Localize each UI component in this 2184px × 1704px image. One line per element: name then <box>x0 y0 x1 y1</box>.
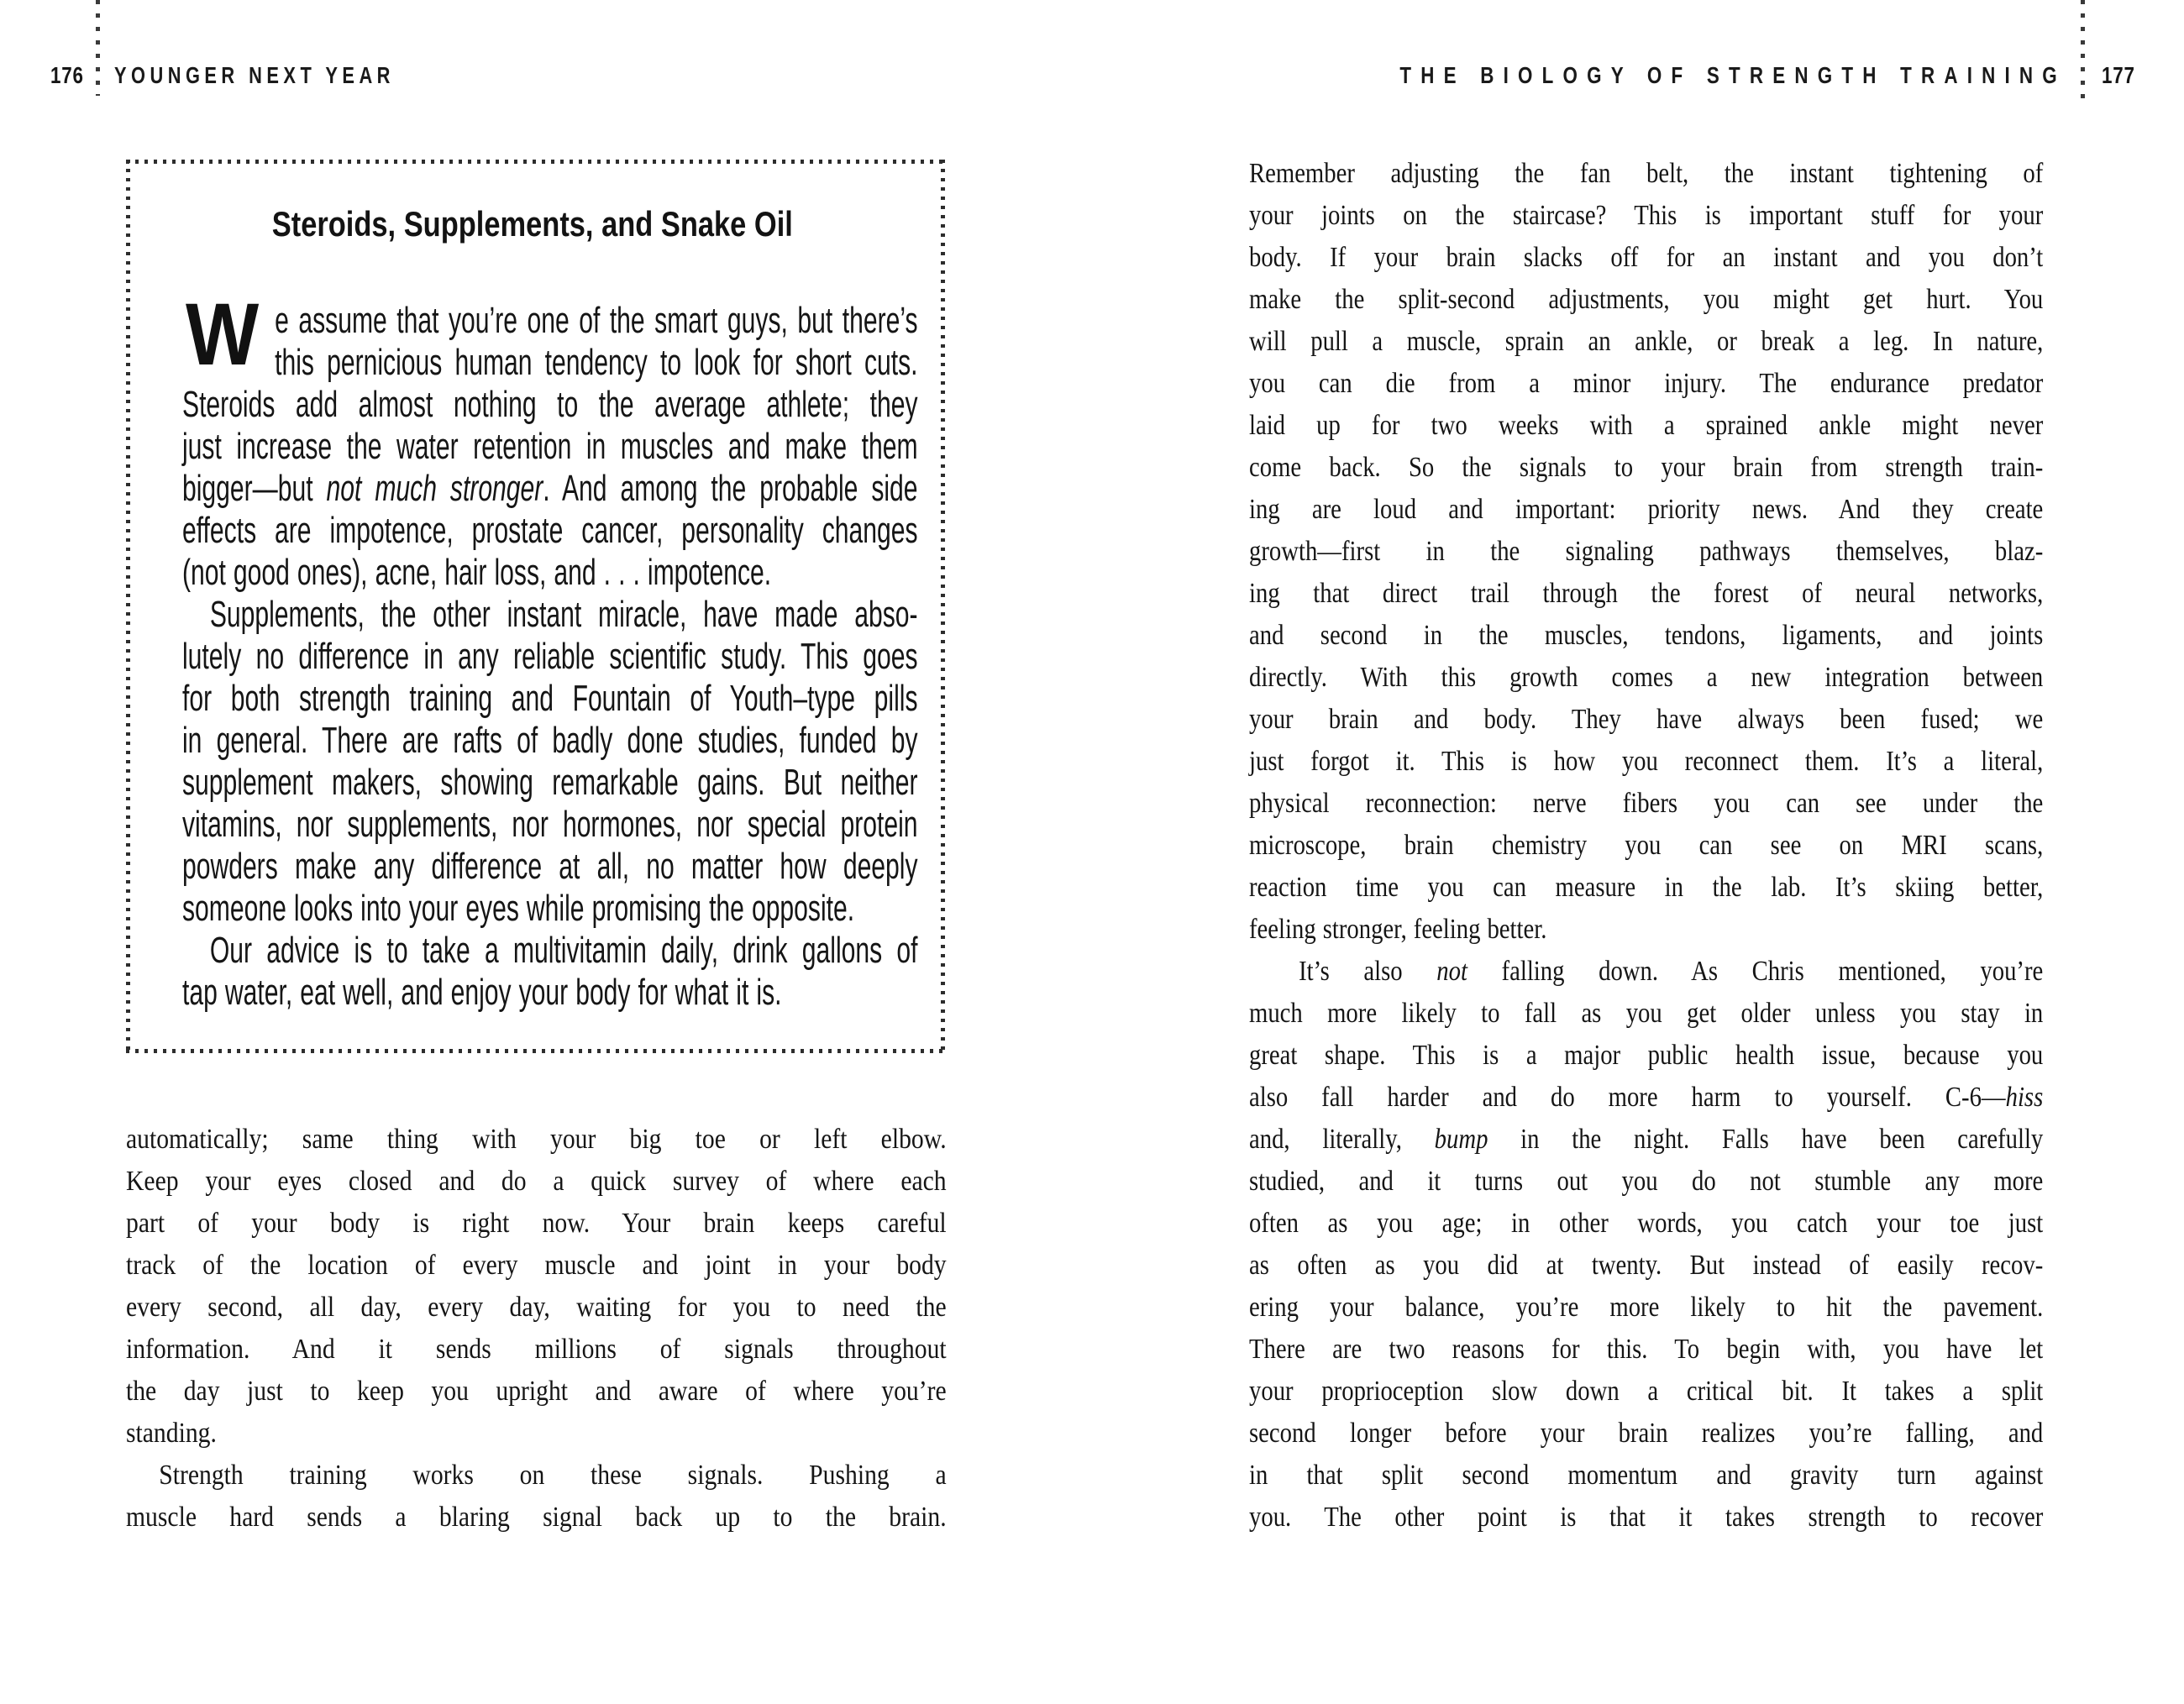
text-line: just increase the water retention in muscles and make them <box>182 426 918 467</box>
text-line: reaction time you can measure in the lab. It’s skiing better, <box>1249 872 2044 903</box>
text-line: make the split-second adjustments, you might get hurt. You <box>1249 284 2044 315</box>
text-line: growth—first in the signaling pathways themselves, blaz- <box>1249 536 2044 567</box>
text-line: Remember adjusting the fan belt, the instant tightening of <box>1249 158 2044 189</box>
text-line: laid up for two weeks with a sprained ankle might never <box>1249 410 2044 441</box>
text-line: track of the location of every muscle and joint in your body <box>126 1250 947 1281</box>
text-line: ing that direct trail through the forest of neural networks, <box>1249 578 2044 609</box>
text-line: feeling stronger, feeling better. <box>1249 914 1547 945</box>
box-border-left <box>126 160 130 1053</box>
text-line: ering your balance, you’re more likely to hit the pavement. <box>1249 1292 2044 1323</box>
box-border-right <box>941 160 945 1053</box>
left-header-dotted-rule <box>96 0 100 96</box>
text-line: your proprioception slow down a critical bit. It takes a split <box>1249 1376 2044 1407</box>
text-line: Strength training works on these signals. Pushing a <box>159 1460 947 1491</box>
left-page-number: 176 <box>50 62 84 88</box>
right-header-dotted-rule <box>2081 0 2085 104</box>
text-line: the day just to keep you upright and aware of where you’re <box>126 1376 947 1407</box>
box-border-top <box>126 160 945 164</box>
text-line: will pull a muscle, sprain an ankle, or break a leg. In nature, <box>1249 326 2044 357</box>
text-line: you. The other point is that it takes strength to recover <box>1249 1502 2044 1533</box>
text-line: effects are impotence, prostate cancer, personality changes <box>182 510 918 551</box>
right-running-head: THE BIOLOGY OF STRENGTH TRAINING <box>1399 62 2066 88</box>
text-line: just forgot it. This is how you reconnect them. It’s a literal, <box>1249 746 2044 777</box>
text-line: your joints on the staircase? This is important stuff for your <box>1249 200 2044 231</box>
text-line: directly. With this growth comes a new integration between <box>1249 662 2044 693</box>
text-line: part of your body is right now. Your brain keeps careful <box>126 1208 947 1239</box>
text-line: It’s also not falling down. As Chris mentioned, you’re <box>1299 956 2044 987</box>
text-line: physical reconnection: nerve fibers you can see under the <box>1249 788 2044 819</box>
text-line: Our advice is to take a multivitamin daily, drink gallons of <box>209 930 918 971</box>
text-line: supplement makers, showing remarkable gains. But neither <box>182 762 918 803</box>
text-line: vitamins, nor supplements, nor hormones, nor special protein <box>182 804 918 845</box>
sidebar-box-title: Steroids, Supplements, and Snake Oil <box>271 204 793 244</box>
text-line: great shape. This is a major public health issue, because you <box>1249 1040 2044 1071</box>
text-line: automatically; same thing with your big toe or left elbow. <box>126 1124 947 1155</box>
text-line: this pernicious human tendency to look for short cuts. <box>275 342 918 383</box>
text-line: also fall harder and do more harm to yourself. C-6—hiss <box>1249 1082 2044 1113</box>
text-line: powders make any difference at all, no matter how deeply <box>182 846 918 887</box>
right-page-body-text <box>1249 153 2043 1539</box>
text-line: in general. There are rafts of badly done studies, funded by <box>182 720 918 761</box>
text-line: Steroids add almost nothing to the average athlete; they <box>182 384 918 425</box>
text-line: bigger—but not much stronger. And among the probable side <box>182 468 918 509</box>
text-line: as often as you did at twenty. But instead of easily recov- <box>1249 1250 2044 1281</box>
text-line: studied, and it turns out you do not stumble any more <box>1249 1166 2044 1197</box>
text-line: come back. So the signals to your brain from strength train- <box>1249 452 2044 483</box>
drop-cap: W <box>186 286 260 384</box>
right-page-number: 177 <box>2102 62 2135 88</box>
text-line: Supplements, the other instant miracle, have made abso- <box>209 594 918 635</box>
sidebar-box <box>126 160 945 1053</box>
text-line: (not good ones), acne, hair loss, and . . . impotence. <box>182 552 772 593</box>
text-line: often as you age; in other words, you catch your toe just <box>1249 1208 2044 1239</box>
text-line: tap water, eat well, and enjoy your body for what it is. <box>182 972 782 1013</box>
text-line: muscle hard sends a blaring signal back up to the brain. <box>126 1502 947 1533</box>
text-line: someone looks into your eyes while promising the opposite. <box>182 888 855 929</box>
text-line: e assume that you’re one of the smart guys, but there’s <box>275 300 918 341</box>
text-line: and second in the muscles, tendons, ligaments, and joints <box>1249 620 2044 651</box>
sidebar-box-text <box>182 300 918 1014</box>
text-line: information. And it sends millions of signals throughout <box>126 1334 947 1365</box>
text-line: for both strength training and Fountain of Youth–type pills <box>182 678 918 719</box>
text-line: lutely no difference in any reliable scientific study. This goes <box>182 636 918 677</box>
text-line: second longer before your brain realizes you’re falling, and <box>1249 1418 2044 1449</box>
text-line: in that split second momentum and gravity turn against <box>1249 1460 2044 1491</box>
text-line: much more likely to fall as you get older unless you stay in <box>1249 998 2044 1029</box>
box-border-bottom <box>126 1049 945 1053</box>
text-line: ing are loud and important: priority news. And they create <box>1249 494 2044 525</box>
left-running-head: YOUNGER NEXT YEAR <box>114 62 395 88</box>
text-line: standing. <box>126 1418 217 1449</box>
text-line: your brain and body. They have always been fused; we <box>1249 704 2044 735</box>
text-line: every second, all day, every day, waiting for you to need the <box>126 1292 947 1323</box>
text-line: Keep your eyes closed and do a quick survey of where each <box>126 1166 947 1197</box>
text-line: and, literally, bump in the night. Falls have been carefully <box>1249 1124 2044 1155</box>
left-page-body-text <box>126 1119 947 1539</box>
text-line: There are two reasons for this. To begin with, you have let <box>1249 1334 2044 1365</box>
text-line: body. If your brain slacks off for an instant and you don’t <box>1249 242 2044 273</box>
text-line: you can die from a minor injury. The endurance predator <box>1249 368 2044 399</box>
text-line: microscope, brain chemistry you can see on MRI scans, <box>1249 830 2044 861</box>
